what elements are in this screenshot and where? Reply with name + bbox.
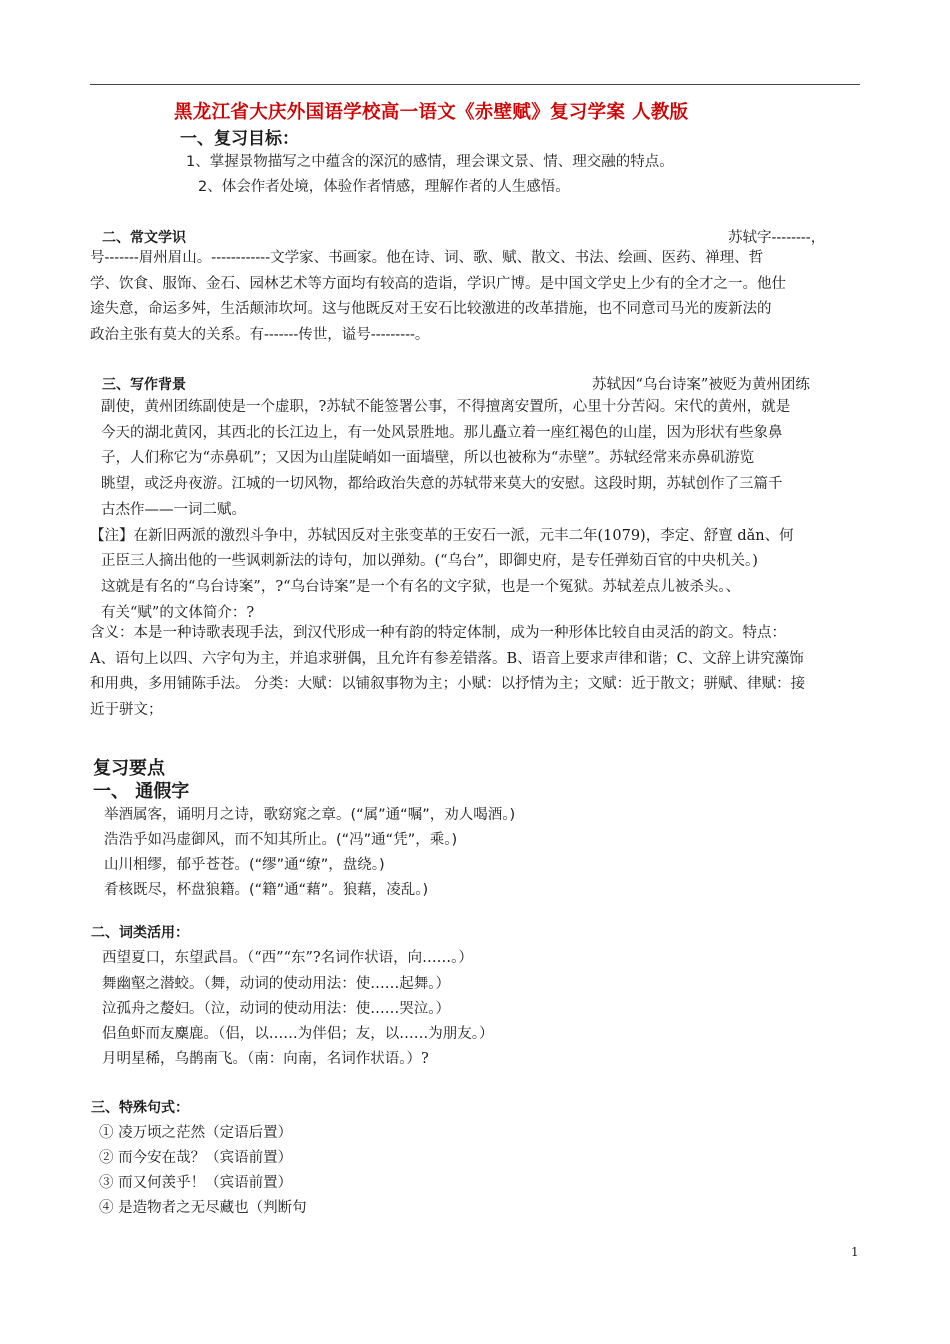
text-line: 子，人们称它为“赤鼻矶”；又因为山崖陡峭如一面墙壁，所以也被称为“赤壁”。苏轼经常来赤鼻矶游览 (101, 450, 755, 467)
text-line: 和用典，多用铺陈手法。 分类：大赋：以铺叙事物为主；小赋：以抒情为主；文赋：近于散文；骈赋、律赋：接 (90, 676, 806, 693)
cilei-item: 西望夏口，东望武昌。（“西”“东”?名词作状语，向……。） (102, 950, 473, 966)
teshu-item: ③ 而又何羡乎！（宾语前置） (99, 1175, 293, 1191)
header-rule (90, 84, 860, 85)
teshu-item: ② 而今安在哉？（宾语前置） (99, 1150, 293, 1166)
knowledge-intro: 苏轼字--------， (728, 230, 826, 246)
text-line: 途失意，命运多舛，生活颠沛坎坷。这与他既反对王安石比较激进的改革措施，也不同意司马光的废新法的 (90, 301, 772, 318)
goal-item: 1、掌握景物描写之中蕴含的深沉的感情，理会课文景、情、理交融的特点。 (186, 154, 674, 170)
text-line: 副使，黄州团练副使是一个虚职，?苏轼不能签署公事，不得擅离安置所，心里十分苦闷。宋代的黄州，就是 (101, 399, 791, 415)
teshu-item: ① 凌万顷之茫然（定语后置） (99, 1125, 293, 1141)
text-line: A、语句上以四、六字句为主，并追求骈偶，且允许有参差错落。B、语音上要求声律和谐；C、文辞上讲究藻饰 (90, 650, 804, 667)
text-line: 近于骈文； (90, 702, 163, 719)
cilei-item: 侣鱼虾而友麋鹿。（侣，以……为伴侣；友，以……为朋友。） (102, 1026, 494, 1042)
tongjiazi-item: 浩浩乎如冯虚御风，而不知其所止。(“冯”通“凭”，乘。) (104, 832, 458, 848)
section-heading-knowledge: 二、常文学识 (102, 230, 186, 246)
fu-definition-paragraph (90, 621, 865, 724)
text-line: 眺望，或泛舟夜游。江城的一切风物，都给政治失意的苏轼带来莫大的安慰。这段时期，苏轼创作了三篇千 (101, 476, 783, 493)
cilei-item: 泣孤舟之嫠妇。（泣，动词的使动用法：使……哭泣。） (102, 1001, 450, 1017)
text-line: 这就是有名的“乌台诗案”，?“乌台诗案”是一个有名的文字狱，也是一个冤狱。苏轼差点儿被杀头。、 (101, 578, 741, 595)
text-line: 正臣三人摘出他的一些讽刺新法的诗句，加以弹劾。(“乌台”，即御史府，是专任弹劾百官的中央机关。) (101, 553, 758, 570)
text-line: 有关“赋”的文体简介：? (101, 604, 255, 621)
section-heading-background: 三、写作背景 (102, 377, 186, 393)
page-number: 1 (851, 1245, 859, 1259)
knowledge-paragraph (90, 246, 865, 349)
tongjiazi-item: 举酒属客，诵明月之诗，歌窈窕之章。(“属”通“嘱”，劝人喝酒。) (104, 807, 516, 823)
tongjiazi-item: 肴核既尽，杯盘狼籍。(“籍”通“藉”。狼藉，凌乱。) (104, 882, 429, 898)
cilei-heading: 二、词类活用： (91, 925, 189, 941)
text-line: 学、饮食、服饰、金石、园林艺术等方面均有较高的造诣，学识广博。是中国文学史上少有的全才之一。他仕 (90, 275, 786, 292)
text-line: 号-------眉州眉山。------------文学家、书画家。他在诗、词、歌、赋、散文、书法、绘画、医药、禅理、哲 (90, 250, 764, 266)
cilei-item: 月明星稀，乌鹊南飞。（南：向南，名词作状语。）? (102, 1051, 429, 1067)
background-intro: 苏轼因“乌台诗案”被贬为黄州团练 (592, 377, 810, 393)
tongjiazi-heading: 一、 通假字 (93, 781, 190, 802)
teshu-item: ④ 是造物者之无尽藏也（判断句 (99, 1200, 307, 1216)
text-line: 今天的湖北黄冈，其西北的长江边上，有一处风景胜地。那儿矗立着一座红褐色的山崖，因为形状有些象鼻 (101, 424, 783, 441)
review-heading: 复习要点 (93, 758, 165, 779)
text-line: 古杰作——一词二赋。 (101, 501, 246, 518)
goal-item: 2、体会作者处境，体验作者情感，理解作者的人生感悟。 (198, 179, 570, 195)
text-line: 含义：本是一种诗歌表现手法，到汉代形成一种有韵的特定体制，成为一种形体比较自由灵活的韵文。特点： (90, 625, 786, 641)
section-heading-goals: 一、复习目标： (180, 129, 299, 149)
tongjiazi-item: 山川相缪，郁乎苍苍。(“缪”通“缭”，盘绕。) (104, 857, 385, 873)
teshu-heading: 三、特殊句式： (91, 1100, 189, 1116)
background-paragraph (90, 395, 866, 626)
note-line: 【注】在新旧两派的激烈斗争中，苏轼因反对主张变革的王安石一派，元丰二年(1079)，李定、舒亶 dǎn、何 (90, 527, 794, 544)
text-line: 政治主张有莫大的关系。有-------传世，谥号---------。 (90, 327, 430, 344)
document-title: 黑龙江省大庆外国语学校高一语文《赤壁赋》复习学案 人教版 (174, 102, 689, 123)
cilei-item: 舞幽壑之潜蛟。（舞，动词的使动用法：使……起舞。） (102, 976, 450, 992)
